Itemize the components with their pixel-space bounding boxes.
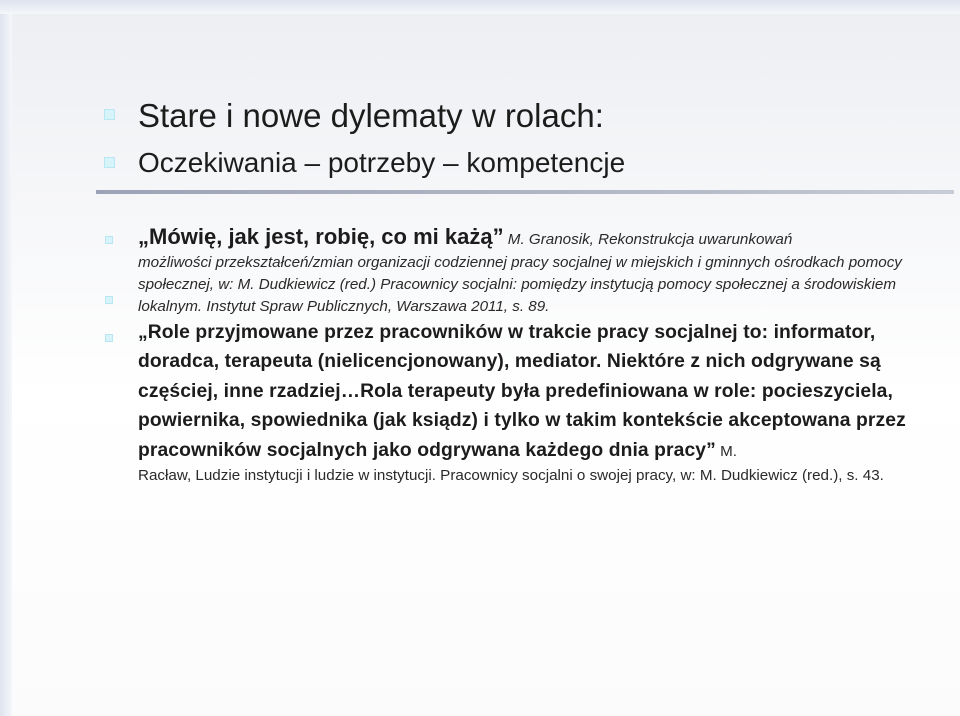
item1-bullet (105, 236, 113, 244)
item2-quote-block (138, 318, 928, 486)
slide-subtitle: Oczekiwania – potrzeby – kompetencje (138, 147, 626, 178)
title-bullet (104, 109, 115, 120)
item1-quote-block (138, 222, 928, 318)
left-accent-bar (0, 0, 12, 716)
item2-quote: „Role przyjmowane przez pracowników w trakcie pracy socjalnej to: informator, doradca, terapeuta (nielicencjonowany), mediator. Niektóre z nich odgrywane są częściej, inne rzadziej…Rola terapeuty była predefiniowana w role: pocieszyciela, powiernika, spowiednika (jak ksiądz) i tylko w takim kontekście akceptowana przez pracowników socjalnych jako odgrywana każdego dnia pracy” (138, 322, 906, 461)
item2-citation: Racław, Ludzie instytucji i ludzie w instytucji. Pracownicy socjalni o swojej pracy, w: M. Dudkiewicz (red.), s. 43. (138, 467, 884, 485)
item2-citation-start: M. (715, 442, 737, 460)
item1-bullet-secondary (105, 296, 113, 304)
item2-bullet (105, 334, 113, 342)
slide-title: Stare i nowe dylematy w rolach: (138, 97, 604, 134)
item1-citation-start: M. Granosik, Rekonstrukcja uwarunkowań (503, 231, 793, 248)
item1-quote: „Mówię, jak jest, robię, co mi każą” (138, 224, 504, 249)
title-divider (96, 190, 954, 194)
subtitle-bullet (104, 157, 115, 168)
top-accent-bar (0, 0, 960, 14)
item1-citation: możliwości przekształceń/zmian organizacji codziennej pracy socjalnej w miejskich i gminnych ośrodkach pomocy społecznej, w: M. Dudkiewicz (red.) Pracownicy socjalni: pomiędzy instytucją pomocy społecznej a środowiskiem lokalnym. Instytut Spraw Publicznych, Warszawa 2011, s. 89. (138, 254, 902, 315)
